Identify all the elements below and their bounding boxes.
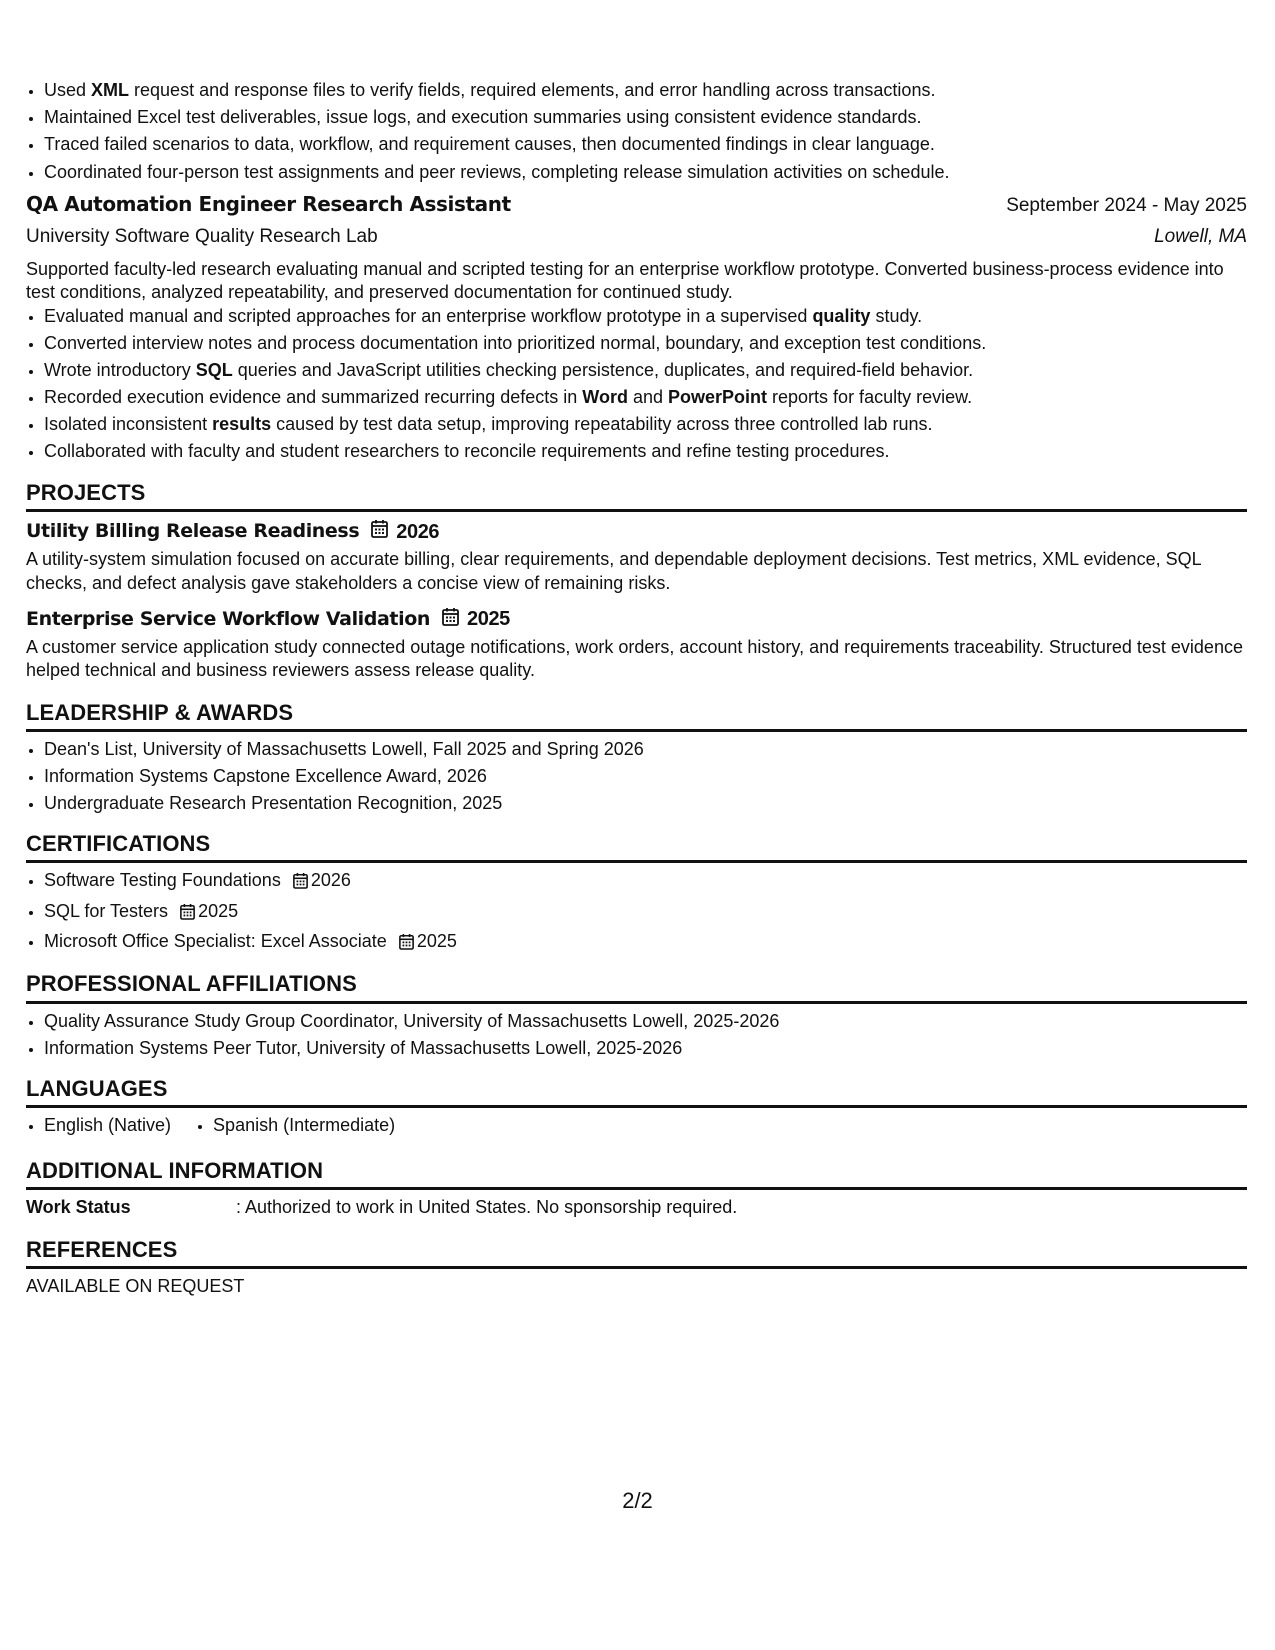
previous-job-bullets [26,80,1247,183]
calendar-icon [442,607,459,632]
list-item: • Dean's List, University of Massachusetts Lowell, Fall 2025 and Spring 2026 [44,739,1247,761]
affiliations-list [26,1011,1247,1060]
work-status-label: Work Status [26,1197,131,1218]
list-item: • Isolated inconsistent results caused by test data setup, improving repeatability across three controlled lab runs. [44,414,1247,436]
references-text: AVAILABLE ON REQUEST [26,1276,245,1297]
list-item: • Undergraduate Research Presentation Recognition, 2025 [44,793,1247,815]
list-item: • Wrote introductory SQL queries and JavaScript utilities checking persistence, duplicates, and required-field behavior. [44,360,1247,382]
section-heading-languages: LANGUAGES [26,1076,1247,1108]
calendar-icon [371,519,388,544]
section-heading-additional: ADDITIONAL INFORMATION [26,1158,1247,1190]
section-heading-affiliations: PROFESSIONAL AFFILIATIONS [26,971,1247,1003]
awards-list [26,739,1247,815]
certification-item [44,931,1247,956]
awards-section [26,700,1247,815]
certification-item [44,870,1247,895]
calendar-icon [293,872,308,895]
list-item: • Traced failed scenarios to data, workflow, and requirement causes, then documented findings in clear language. [44,134,1247,156]
list-item: • Quality Assurance Study Group Coordinator, University of Massachusetts Lowell, 2025-2026 [44,1011,1247,1033]
certifications-list [26,870,1247,955]
section-heading-certifications: CERTIFICATIONS [26,831,1247,863]
languages-list [26,1115,1247,1142]
list-item: • Converted interview notes and process documentation into prioritized normal, boundary, and exception test conditions. [44,333,1247,355]
languages-section [26,1076,1247,1143]
certification-year: 2025 [416,930,457,951]
language-item: • Spanish (Intermediate) [213,1115,395,1137]
calendar-icon [399,933,414,956]
list-item: • Information Systems Capstone Excellence Award, 2026 [44,766,1247,788]
job-organization: University Software Quality Research Lab [26,225,378,247]
list-item: • Information Systems Peer Tutor, University of Massachusetts Lowell, 2025-2026 [44,1038,1247,1060]
job-bullets [26,306,1247,464]
calendar-icon [180,903,195,926]
list-item: • Recorded execution evidence and summarized recurring defects in Word and PowerPoint reports for faculty review. [44,387,1247,409]
job-subheader [26,226,1247,249]
section-heading-projects: PROJECTS [26,480,1247,512]
page-number: 2/2 [622,1488,653,1513]
certification-name: Software Testing Foundations [44,870,281,891]
list-item: • Maintained Excel test deliverables, issue logs, and execution summaries using consistent evidence standards. [44,107,1247,129]
certification-year: 2025 [198,900,239,921]
project-item [26,607,1247,683]
work-status-row [26,1197,1247,1219]
project-title: Enterprise Service Workflow Validation [26,608,430,631]
job-summary: Supported faculty-led research evaluating manual and scripted testing for an enterprise workflow prototype. Converted business-process evidence into test conditions, analyzed repeatability, and preserved documentation for continued study. [26,258,1224,303]
language-item: • English (Native) [44,1115,171,1137]
job-entry [26,192,1247,463]
section-heading-references: REFERENCES [26,1237,1247,1269]
project-item [26,519,1247,595]
resume-content [26,80,1247,1298]
projects-section [26,480,1247,683]
project-description: A customer service application study connected outage notifications, work orders, account history, and requirements traceability. Structured test evidence helped technical and business reviewers assess release quality. [26,636,1243,681]
job-dates: September 2024 - May 2025 [1006,195,1247,217]
job-location: Lowell, MA [1154,225,1247,247]
list-item: • Used XML request and response files to verify fields, required elements, and error handling across transactions. [44,80,1247,102]
list-item: • Coordinated four-person test assignments and peer reviews, completing release simulation activities on schedule. [44,162,1247,184]
list-item: • Collaborated with faculty and student researchers to reconcile requirements and refine testing procedures. [44,441,1247,463]
certification-year: 2026 [310,870,351,891]
certification-name: Microsoft Office Specialist: Excel Associate [44,930,387,951]
project-year: 2025 [467,608,510,631]
certifications-section [26,831,1247,955]
job-header [26,192,1247,218]
job-title: QA Automation Engineer Research Assistant [26,192,511,217]
project-description: A utility-system simulation focused on accurate billing, clear requirements, and dependable deployment decisions. Test metrics, XML evidence, SQL checks, and defect analysis gave stakeholders a concise view of remaining risks. [26,549,1201,593]
project-year: 2026 [396,520,440,543]
section-heading-awards: LEADERSHIP & AWARDS [26,700,1247,732]
project-title: Utility Billing Release Readiness [26,520,360,543]
certification-item [44,901,1247,926]
affiliations-section [26,971,1247,1059]
references-section [26,1237,1247,1298]
additional-info-section [26,1158,1247,1219]
certification-name: SQL for Testers [44,900,169,921]
list-item: • Evaluated manual and scripted approaches for an enterprise workflow prototype in a supervised quality study. [44,306,1247,328]
work-status-value: : Authorized to work in United States. No sponsorship required. [236,1197,738,1218]
